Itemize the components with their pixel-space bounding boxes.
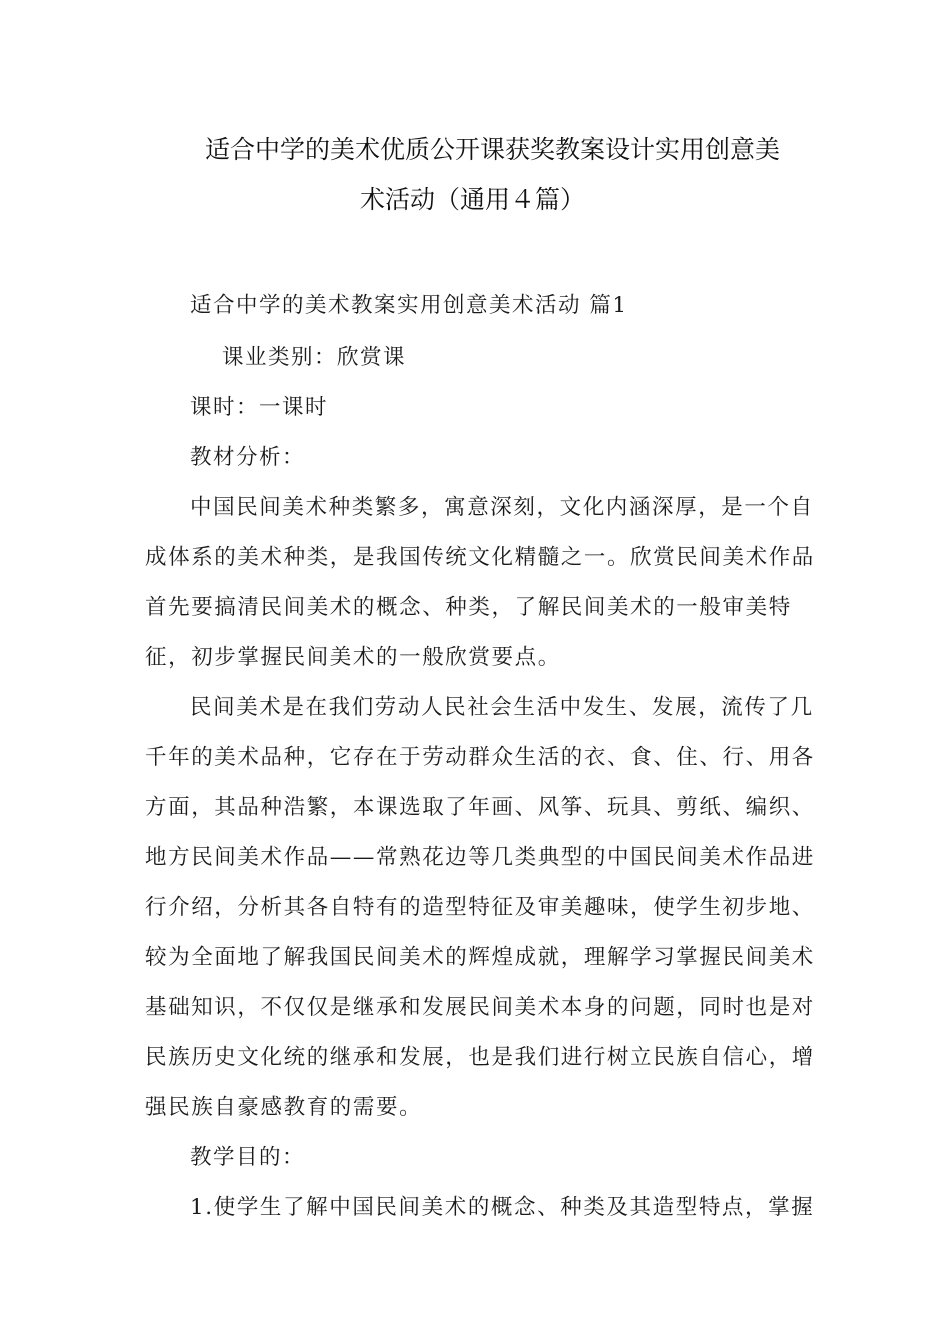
- document-title-line-2: 术活动（通用４篇）: [360, 185, 586, 214]
- paragraph-2-line: 行介绍，分析其各自特有的造型特征及审美趣味，使学生初步地、: [145, 895, 815, 920]
- teaching-goal-label: 教学目的：: [190, 1145, 306, 1170]
- paragraph-2-line: 基础知识，不仅仅是继承和发展民间美术本身的问题，同时也是对: [145, 995, 815, 1020]
- paragraph-2-line: 较为全面地了解我国民间美术的辉煌成就，理解学习掌握民间美术: [145, 945, 815, 970]
- paragraph-2-line: 民族历史文化统的继承和发展，也是我们进行树立民族自信心，增: [145, 1045, 815, 1070]
- paragraph-1-line: 中国民间美术种类繁多，寓意深刻，文化内涵深厚，是一个自: [190, 495, 814, 520]
- material-analysis-label: 教材分析：: [190, 445, 306, 470]
- section-heading: 适合中学的美术教案实用创意美术活动 篇1: [190, 293, 628, 318]
- paragraph-2-line: 千年的美术品种，它存在于劳动群众生活的衣、食、住、行、用各: [145, 745, 815, 770]
- paragraph-1-line: 征，初步掌握民间美术的一般欣赏要点。: [145, 645, 561, 670]
- paragraph-1-line: 首先要搞清民间美术的概念、种类，了解民间美术的一般审美特: [145, 595, 792, 620]
- paragraph-2-line: 方面，其品种浩繁，本课选取了年画、风筝、玩具、剪纸、编织、: [145, 795, 815, 820]
- paragraph-2-line: 强民族自豪感教育的需要。: [145, 1095, 423, 1120]
- paragraph-2-line: 地方民间美术作品——常熟花边等几类典型的中国民间美术作品进: [145, 845, 815, 870]
- goal-item-1: 1.使学生了解中国民间美术的概念、种类及其造型特点，掌握: [190, 1195, 815, 1220]
- paragraph-1-line: 成体系的美术种类，是我国传统文化精髓之一。欣赏民间美术作品: [145, 545, 815, 570]
- class-hours: 课时：一课时: [190, 395, 329, 420]
- paragraph-2-line: 民间美术是在我们劳动人民社会生活中发生、发展，流传了几: [190, 695, 814, 720]
- course-type: 课业类别：欣赏课: [222, 345, 407, 370]
- document-title-line-1: 适合中学的美术优质公开课获奖教案设计实用创意美: [205, 135, 781, 164]
